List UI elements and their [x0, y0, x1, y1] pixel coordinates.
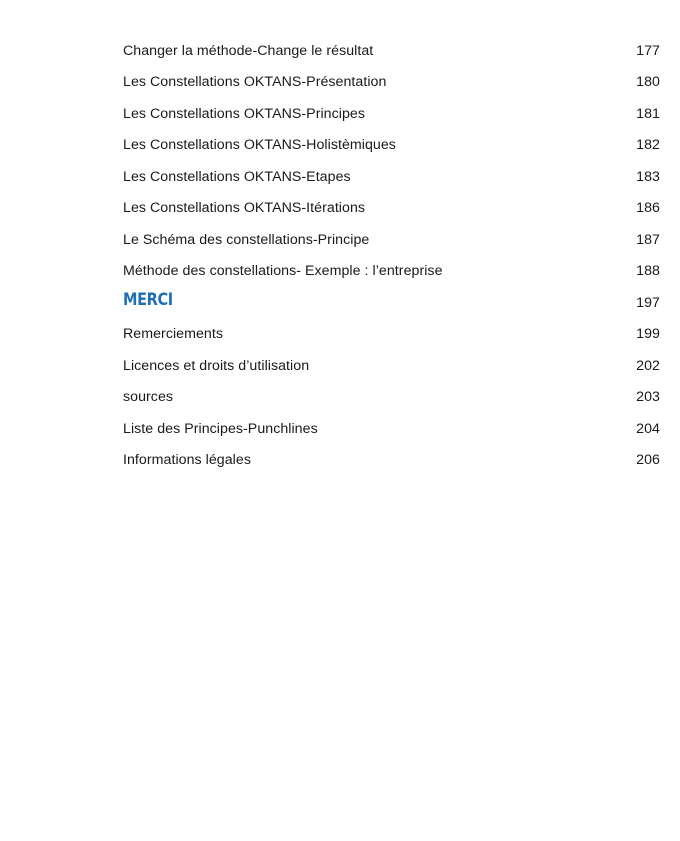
toc-entry-title: Liste des Principes-Punchlines [123, 420, 318, 437]
toc-entry-page-number: 182 [636, 137, 660, 154]
toc-entry-title: Les Constellations OKTANS-Présentation [123, 74, 387, 91]
toc-entry-page-number: 202 [636, 357, 660, 374]
toc-entry-title: Remerciements [123, 326, 223, 343]
toc-entry[interactable] [123, 350, 660, 382]
toc-entry[interactable] [123, 161, 660, 193]
toc-entry-title: Les Constellations OKTANS-Holistèmiques [123, 137, 396, 154]
toc-section-heading[interactable] [123, 287, 660, 319]
toc-entry[interactable] [123, 67, 660, 99]
toc-entry[interactable] [123, 224, 660, 256]
toc-entry-page-number: 183 [636, 168, 660, 185]
toc-entry-page-number: 203 [636, 389, 660, 406]
toc-entry-page-number: 204 [636, 420, 660, 437]
toc-section-heading-page-number: 197 [636, 294, 660, 311]
toc-entry-title: Les Constellations OKTANS-Etapes [123, 168, 351, 185]
toc-entry-title: Changer la méthode-Change le résultat [123, 42, 374, 59]
toc-entry[interactable] [123, 193, 660, 225]
toc-entry[interactable] [123, 319, 660, 351]
toc-entry[interactable] [123, 256, 660, 288]
toc-entry[interactable] [123, 35, 660, 67]
toc-entry-page-number: 187 [636, 231, 660, 248]
toc-entry-page-number: 206 [636, 452, 660, 469]
toc-entry-title: sources [123, 389, 174, 406]
toc-entry-page-number: 188 [636, 263, 660, 280]
toc-entry[interactable] [123, 382, 660, 414]
toc-entry[interactable] [123, 98, 660, 130]
toc-section-heading-title: MERCI [123, 290, 173, 310]
toc-entry-page-number: 181 [636, 105, 660, 122]
toc-entry[interactable] [123, 130, 660, 162]
toc-entry-page-number: 186 [636, 200, 660, 217]
toc-entry-title: Le Schéma des constellations-Principe [123, 231, 370, 248]
toc-entry-page-number: 199 [636, 326, 660, 343]
toc-entry-title: Les Constellations OKTANS-Itérations [123, 200, 366, 217]
toc-entry-title: Licences et droits d’utilisation [123, 357, 310, 374]
toc-entry[interactable] [123, 445, 660, 477]
toc-entry-title: Les Constellations OKTANS-Principes [123, 105, 365, 122]
table-of-contents [123, 35, 660, 476]
toc-entry-title: Informations légales [123, 452, 251, 469]
toc-entry-page-number: 177 [636, 42, 660, 59]
toc-entry-page-number: 180 [636, 74, 660, 91]
toc-entry[interactable] [123, 413, 660, 445]
toc-entry-title: Méthode des constellations- Exemple : l’entreprise [123, 263, 443, 280]
